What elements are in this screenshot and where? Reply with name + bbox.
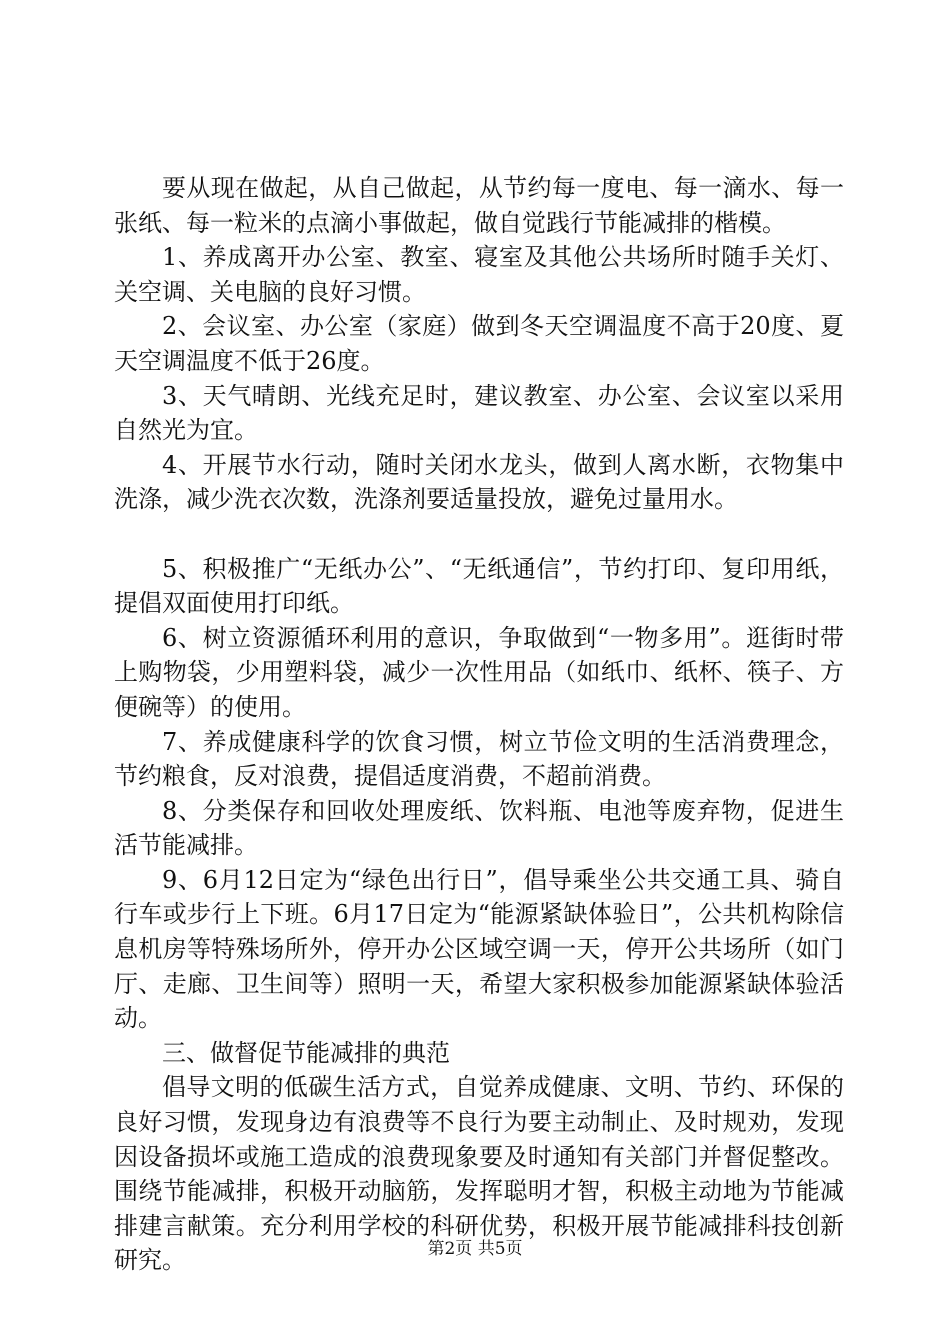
document-body <box>114 171 844 1278</box>
section-heading: 三、做督促节能减排的典范 <box>162 1038 450 1067</box>
paragraph-item-5: 5、积极推广“无纸办公”、“无纸通信”，节约打印、复印用纸，提倡双面使用打印纸。 <box>114 554 844 618</box>
paragraph-item-8: 8、分类保存和回收处理废纸、饮料瓶、电池等废弃物，促进生活节能减排。 <box>114 796 844 860</box>
paragraph-intro: 要从现在做起，从自己做起，从节约每一度电、每一滴水、每一张纸、每一粒米的点滴小事做起，做自觉践行节能减排的楷模。 <box>114 174 844 237</box>
page-number-footer: 第2页 共5页 <box>427 1239 523 1259</box>
paragraph-item-4: 4、开展节水行动，随时关闭水龙头，做到人离水断，衣物集中洗涤，减少洗衣次数，洗涤剂要适量投放，避免过量用水。 <box>114 450 844 514</box>
paragraph-item-3: 3、天气晴朗、光线充足时，建议教室、办公室、会议室以采用自然光为宜。 <box>114 381 844 445</box>
paragraph-item-2: 2、会议室、办公室（家庭）做到冬天空调温度不高于20度、夏天空调温度不低于26度。 <box>114 312 844 375</box>
paragraph-item-6: 6、树立资源循环利用的意识，争取做到“一物多用”。逛街时带上购物袋，少用塑料袋，减少一次性用品（如纸巾、纸杯、筷子、方便碗等）的使用。 <box>114 623 844 721</box>
paragraph-item-9: 9、6月12日定为“绿色出行日”，倡导乘坐公共交通工具、骑自行车或步行上下班。6月17日定为“能源紧缺体验日”，公共机构除信息机房等特殊场所外，停开办公区域空调一天，停开公共场所（如门厅、走廊、卫生间等）照明一天，希望大家积极参加能源紧缺体验活动。 <box>114 865 844 1033</box>
paragraph-closing: 倡导文明的低碳生活方式，自觉养成健康、文明、节约、环保的良好习惯，发现身边有浪费等不良行为要主动制止、及时规劝，发现因设备损坏或施工造成的浪费现象要及时通知有关部门并督促整改。围绕节能减排，积极开动脑筋，发挥聪明才智，积极主动地为节能减排建言献策。充分利用学校的科研优势，积极开展节能减排科技创新研究。 <box>114 1073 844 1275</box>
paragraph-item-7: 7、养成健康科学的饮食习惯，树立节俭文明的生活消费理念，节约粮食，反对浪费，提倡适度消费，不超前消费。 <box>114 727 844 791</box>
paragraph-item-1: 1、养成离开办公室、教室、寝室及其他公共场所时随手关灯、关空调、关电脑的良好习惯。 <box>114 243 844 306</box>
